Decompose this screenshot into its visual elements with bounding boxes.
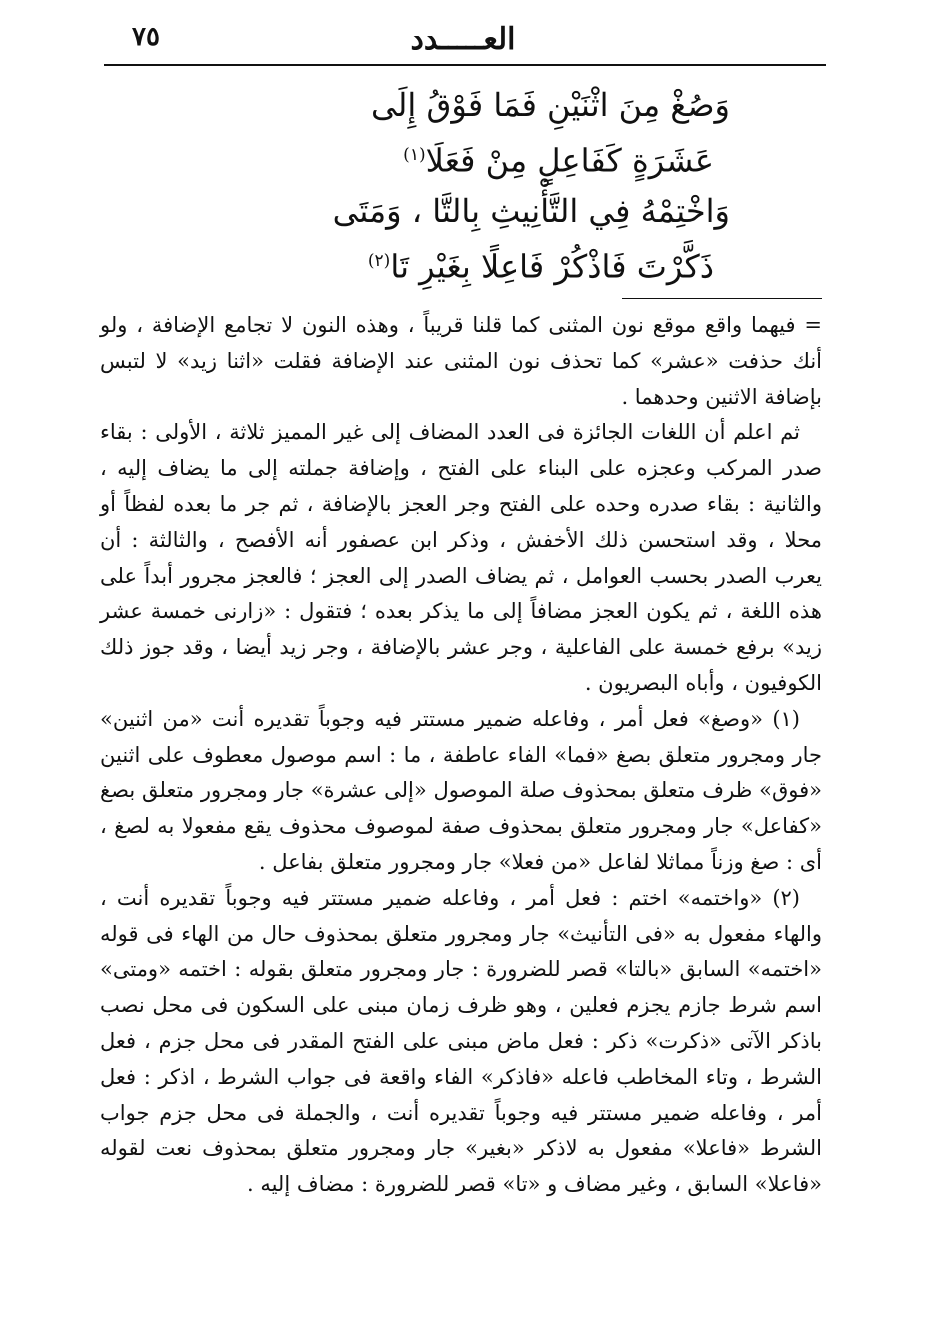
page-header <box>104 14 822 62</box>
verse-line-3 <box>104 186 822 236</box>
continued-paragraph: = فيهما واقع موقع نون المثنى كما قلنا قريباً ، وهذه النون لا تجامع الإضافة ، ولو أنك حذفت «عشر» كما تحذف نون المثنى عند الإضافة فقلت «اثنا زيد» لا لتبس بإضافة الاثنين وحدهما . <box>100 313 822 409</box>
header-rule <box>104 64 826 66</box>
page-number: ٧٥ <box>132 22 160 52</box>
verse-line-4-text: ذَكَّرْتَ فَاذْكُرْ فَاعِلًا بِغَيْرِ تَا <box>390 247 714 286</box>
verse-block <box>104 80 822 291</box>
footnote-rule <box>622 298 822 299</box>
verse-line-2 <box>104 130 822 186</box>
footnote-marker-1: (١) <box>403 145 426 165</box>
verse-line-1-text: وَصُغْ مِنَ اثْنَيْنِ فَمَا فَوْقُ إِلَى <box>371 86 730 124</box>
footnote-1: (١) «وصغ» فعل أمر ، وفاعله ضمير مستتر فيه وجوباً تقديره أنت «من اثنين» جار ومجرور متعلق بصغ «فما» الفاء عاطفة ، ما : اسم موصول معطوف على اثنين «فوق» ظرف متعلق بمحذوف صلة الموصول «إلى عشرة» جار ومجرور متعلق بصغ «كفاعل» جار ومجرور متعلق بمحذوف صفة لموصوف محذوف يقع مفعولا به لصغ ، أى : صغ وزناً مماثلا لفاعل «من فعلا» جار ومجرور متعلق بفاعل . <box>100 706 822 874</box>
paragraph-dialects: ثم اعلم أن اللغات الجائزة فى العدد المضاف إلى غير المميز ثلاثة ، الأولى : بقاء صدر المركب وعجزه على البناء على الفتح ، وإضافة جملته إلى ما يضاف إليه ، والثانية : بقاء صدره وحده على الفتح وجر العجز بالإضافة ، ثم جر ما بعده لفظاً أو محلا ، وقد استحسن ذلك الأخفش ، وذكر ابن عصفور أنه الأفصح ، والثالثة : أن يعرب الصدر بحسب العوامل ، ثم يضاف الصدر إلى العجز ؛ فالعجز مجرور أبداً على هذه اللغة ، ثم يكون العجز مضافاً إلى ما يذكر بعده ؛ فتقول : «زارنى خمسة عشر زيد» برفع خمسة على الفاعلية ، وجر عشر بالإضافة ، وجر زيد أيضا ، وقد جوز ذلك الكوفيون ، وأباه البصريون . <box>100 420 822 695</box>
verse-line-2-text: عَشَرَةٍ كَفَاعِلٍ مِنْ فَعَلَا <box>425 141 714 180</box>
commentary-body <box>100 308 822 1203</box>
verse-line-4 <box>104 236 822 292</box>
verse-line-1 <box>104 80 822 130</box>
footnote-2: (٢) «واختمه» اختم : فعل أمر ، وفاعله ضمير مستتر فيه وجوباً تقديره أنت ، والهاء مفعول به «فى التأنيث» جار ومجرور متعلق بمحذوف حال من الهاء فى قوله «اختمه» السابق «بالتا» قصر للضرورة : جار ومجرور متعلق بقوله : اختمه «ومتى» اسم شرط جازم يجزم فعلين ، وهو ظرف زمان مبنى على السكون فى محل نصب باذكر الآتى «ذكرت» ذكر : فعل ماض مبنى على الفتح المقدر فى محل جزم ، فعل الشرط ، وتاء المخاطب فاعله «فاذكر» الفاء واقعة فى جواب الشرط ، اذكر : فعل أمر ، وفاعله ضمير مستتر فيه وجوباً تقديره أنت ، والجملة فى محل جزم جواب الشرط «فاعلا» مفعول به لاذكر «بغير» جار ومجرور متعلق بمحذوف نعت لقوله «فاعلا» السابق ، وغير مضاف و «تا» قصر للضرورة : مضاف إليه . <box>100 885 822 1197</box>
footnote-marker-2: (٢) <box>367 250 391 271</box>
running-title: العـــــدد <box>410 22 516 57</box>
verse-line-3-text: وَاخْتِمْهُ فِي التَّأْنِيثِ بِالتَّا ، وَمَتَى <box>332 191 730 230</box>
